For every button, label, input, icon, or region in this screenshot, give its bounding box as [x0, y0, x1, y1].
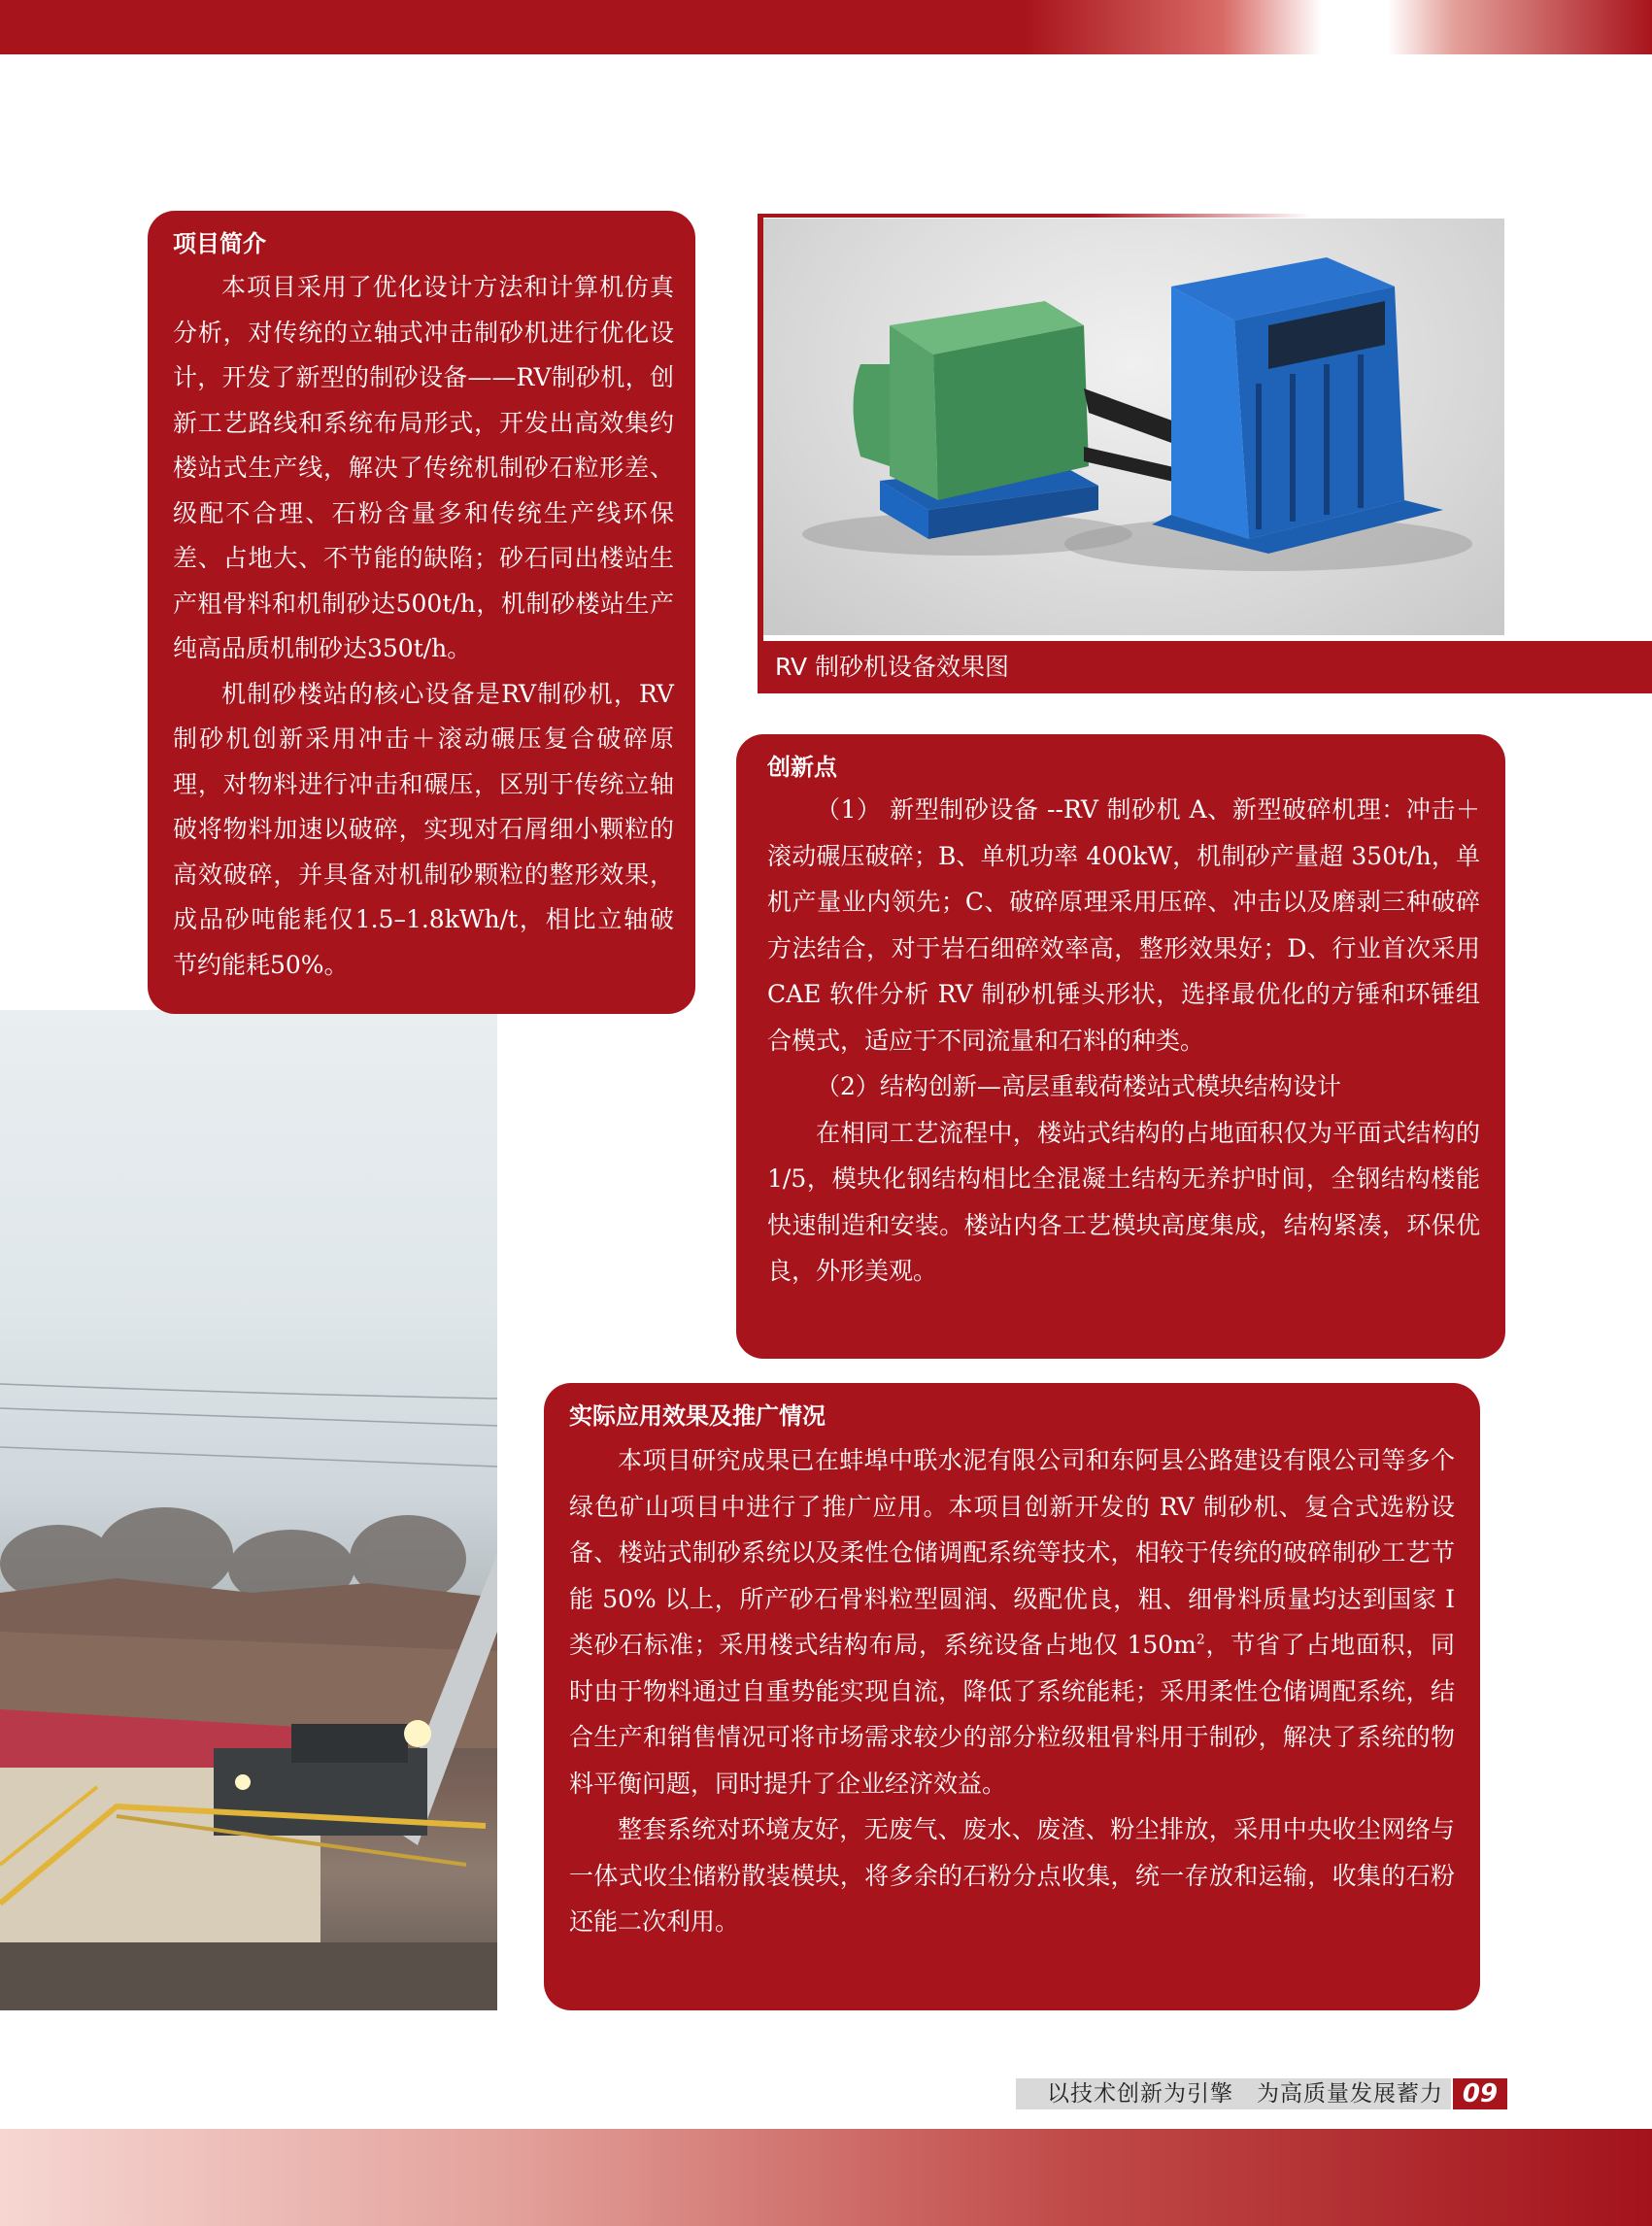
intro-paragraph-1: 本项目采用了优化设计方法和计算机仿真分析，对传统的立轴式冲击制砂机进行优化设计，开发了新型的制砂设备——RV制砂机，创新工艺路线和系统布局形式，开发出高效集约楼站式生产线，解决了传统机制砂石粒形差、级配不合理、石粉含量多和传统生产线环保差、占地大、不节能的缺陷；砂石同出楼站生产粗骨料和机制砂达500t/h，机制砂楼站生产纯高品质机制砂达350t/h。	[173, 273, 674, 662]
innovation-box	[736, 734, 1505, 1359]
footer-slogan: 以技术创新为引擎 为高质量发展蓄力	[1047, 2081, 1443, 2107]
application-paragraph-1-part-b: ，节省了占地面积，同时由于物料通过自重势能实现自流，降低了系统能耗；采用柔性仓储调配系统，结合生产和销售情况可将市场需求较少的部分粒级粗骨料用于制砂，解决了系统的物料平衡问题，同时提升了企业经济效益。	[569, 1631, 1455, 1798]
application-paragraph-1-part-a: 本项目研究成果已在蚌埠中联水泥有限公司和东阿县公路建设有限公司等多个绿色矿山项目中进行了推广应用。本项目创新开发的 RV 制砂机、复合式选粉设备、楼站式制砂系统以及柔性仓储调配系统等技术，相较于传统的破碎制砂工艺节能 50% 以上，所产砂石骨料粒型圆润、级配优良，粗、细骨料质量均达到国家 Ⅰ 类砂石标准；采用楼式结构布局，系统设备占地仅 150m	[569, 1446, 1455, 1659]
figure-caption: RV 制砂机设备效果图	[775, 653, 1010, 681]
quarry-photo	[0, 1010, 497, 2010]
application-paragraph-2: 整套系统对环境友好，无废气、废水、废渣、粉尘排放，采用中央收尘网络与一体式收尘储粉散装模块，将多余的石粉分点收集，统一存放和运输，收集的石粉还能二次利用。	[569, 1815, 1455, 1936]
figure-caption-bar	[758, 641, 1652, 693]
rv-sand-machine-image	[763, 219, 1504, 635]
intro-box	[148, 211, 695, 1014]
superscript-2: 2	[1196, 1632, 1205, 1648]
application-title: 实际应用效果及推广情况	[569, 1402, 826, 1430]
application-paragraph-1	[569, 1437, 1455, 1806]
top-decorative-band	[0, 0, 1652, 54]
page-number: 09	[1453, 2078, 1507, 2109]
intro-title: 项目简介	[173, 230, 266, 257]
innovation-paragraph-3: 在相同工艺流程中，楼站式结构的占地面积仅为平面式结构的 1/5，模块化钢结构相比全混凝土结构无养护时间，全钢结构楼能快速制造和安装。楼站内各工艺模块高度集成，结构紧凑，环保优良，外形美观。	[767, 1118, 1480, 1285]
figure-top-rule	[758, 214, 1311, 218]
innovation-title: 创新点	[767, 754, 837, 781]
innovation-paragraph-2: （2）结构创新—高层重载荷楼站式模块结构设计	[816, 1072, 1341, 1100]
bottom-decorative-band	[0, 2129, 1652, 2226]
footer-slogan-bar	[1016, 2078, 1451, 2109]
intro-paragraph-2: 机制砂楼站的核心设备是RV制砂机，RV制砂机创新采用冲击＋滚动碾压复合破碎原理，对物料进行冲击和碾压，区别于传统立轴破将物料加速以破碎，实现对石屑细小颗粒的高效破碎，并具备对机制砂颗粒的整形效果，成品砂吨能耗仅1.5–1.8kWh/t，相比立轴破节约能耗50%。	[173, 679, 674, 979]
innovation-paragraph-1: （1） 新型制砂设备 --RV 制砂机 A、新型破碎机理：冲击＋滚动碾压破碎；B、单机功率 400kW，机制砂产量超 350t/h，单机产量业内领先；C、破碎原理采用压碎、冲击以及磨剥三种破碎方法结合，对于岩石细碎效率高，整形效果好；D、行业首次采用 CAE 软件分析 RV 制砂机锤头形状，选择最优化的方锤和环锤组合模式，适应于不同流量和石料的种类。	[767, 795, 1480, 1055]
application-box	[544, 1383, 1480, 2010]
